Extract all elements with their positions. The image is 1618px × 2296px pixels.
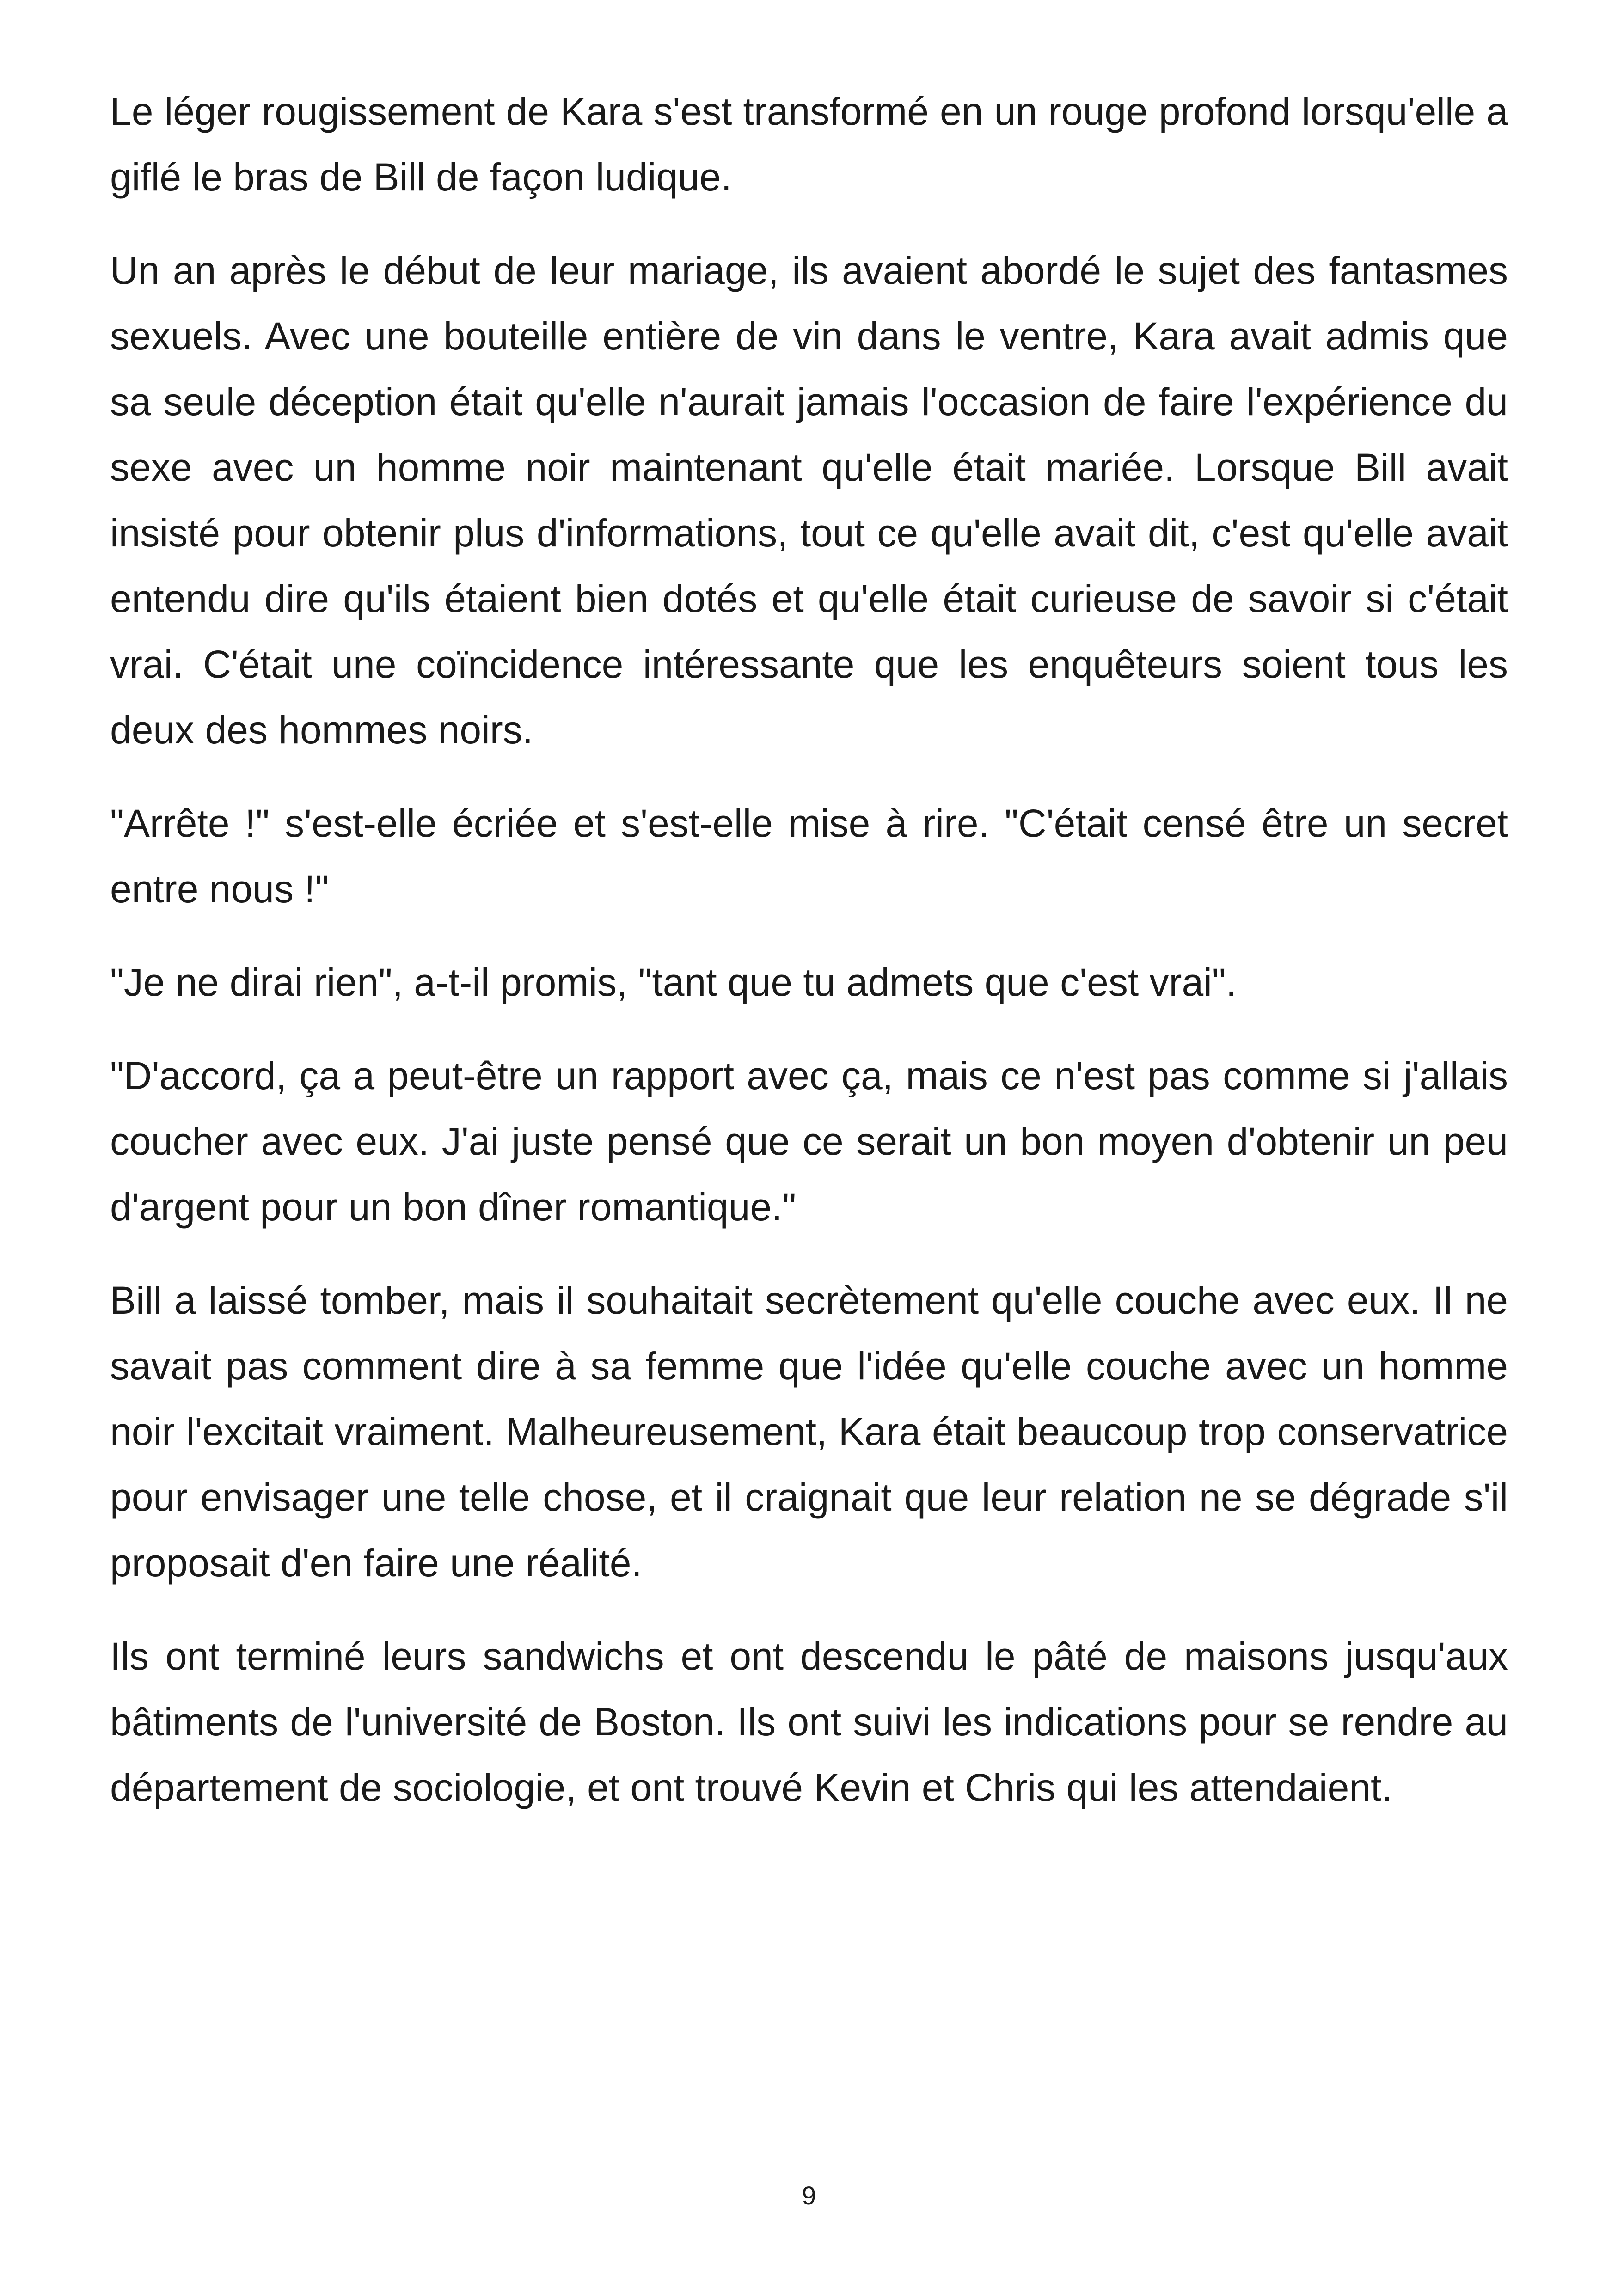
paragraph: "Je ne dirai rien", a-t-il promis, "tant que tu admets que c'est vrai". (110, 961, 1237, 1004)
paragraph: Un an après le début de leur mariage, ils avaient abordé le sujet des fantasmes sexuels. Avec une bouteille entière de vin dans le ventre, Kara avait admis que sa seule déception était qu'elle n'aurait jamais l'occasion de faire l'expérience du sexe avec un homme noir maintenant qu'elle était mariée. Lorsque Bill avait insisté pour obtenir plus d'informations, tout ce qu'elle avait dit, c'est qu'elle avait entendu dire qu'ils étaient bien dotés et qu'elle était curieuse de savoir si c'était vrai. C'était une coïncidence intéressante que les enquêteurs soient tous les deux des hommes noirs. (110, 249, 1508, 752)
paragraph: "Arrête !" s'est-elle écriée et s'est-elle mise à rire. "C'était censé être un secret entre nous !" (110, 802, 1508, 911)
paragraph: Le léger rougissement de Kara s'est transformé en un rouge profond lorsqu'elle a giflé le bras de Bill de façon ludique. (110, 90, 1508, 199)
page-number: 9 (802, 2181, 816, 2210)
body-text (110, 79, 1508, 1848)
paragraph: Bill a laissé tomber, mais il souhaitait secrètement qu'elle couche avec eux. Il ne savait pas comment dire à sa femme que l'idée qu'elle couche avec un homme noir l'excitait vraiment. Malheureusement, Kara était beaucoup trop conservatrice pour envisager une telle chose, et il craignait que leur relation ne se dégrade s'il proposait d'en faire une réalité. (110, 1279, 1508, 1585)
paragraph: Ils ont terminé leurs sandwichs et ont descendu le pâté de maisons jusqu'aux bâtiments de l'université de Boston. Ils ont suivi les indications pour se rendre au département de sociologie, et ont trouvé Kevin et Chris qui les attendaient. (110, 1635, 1508, 1809)
paragraph: "D'accord, ça a peut-être un rapport avec ça, mais ce n'est pas comme si j'allais coucher avec eux. J'ai juste pensé que ce serait un bon moyen d'obtenir un peu d'argent pour un bon dîner romantique." (110, 1054, 1508, 1229)
